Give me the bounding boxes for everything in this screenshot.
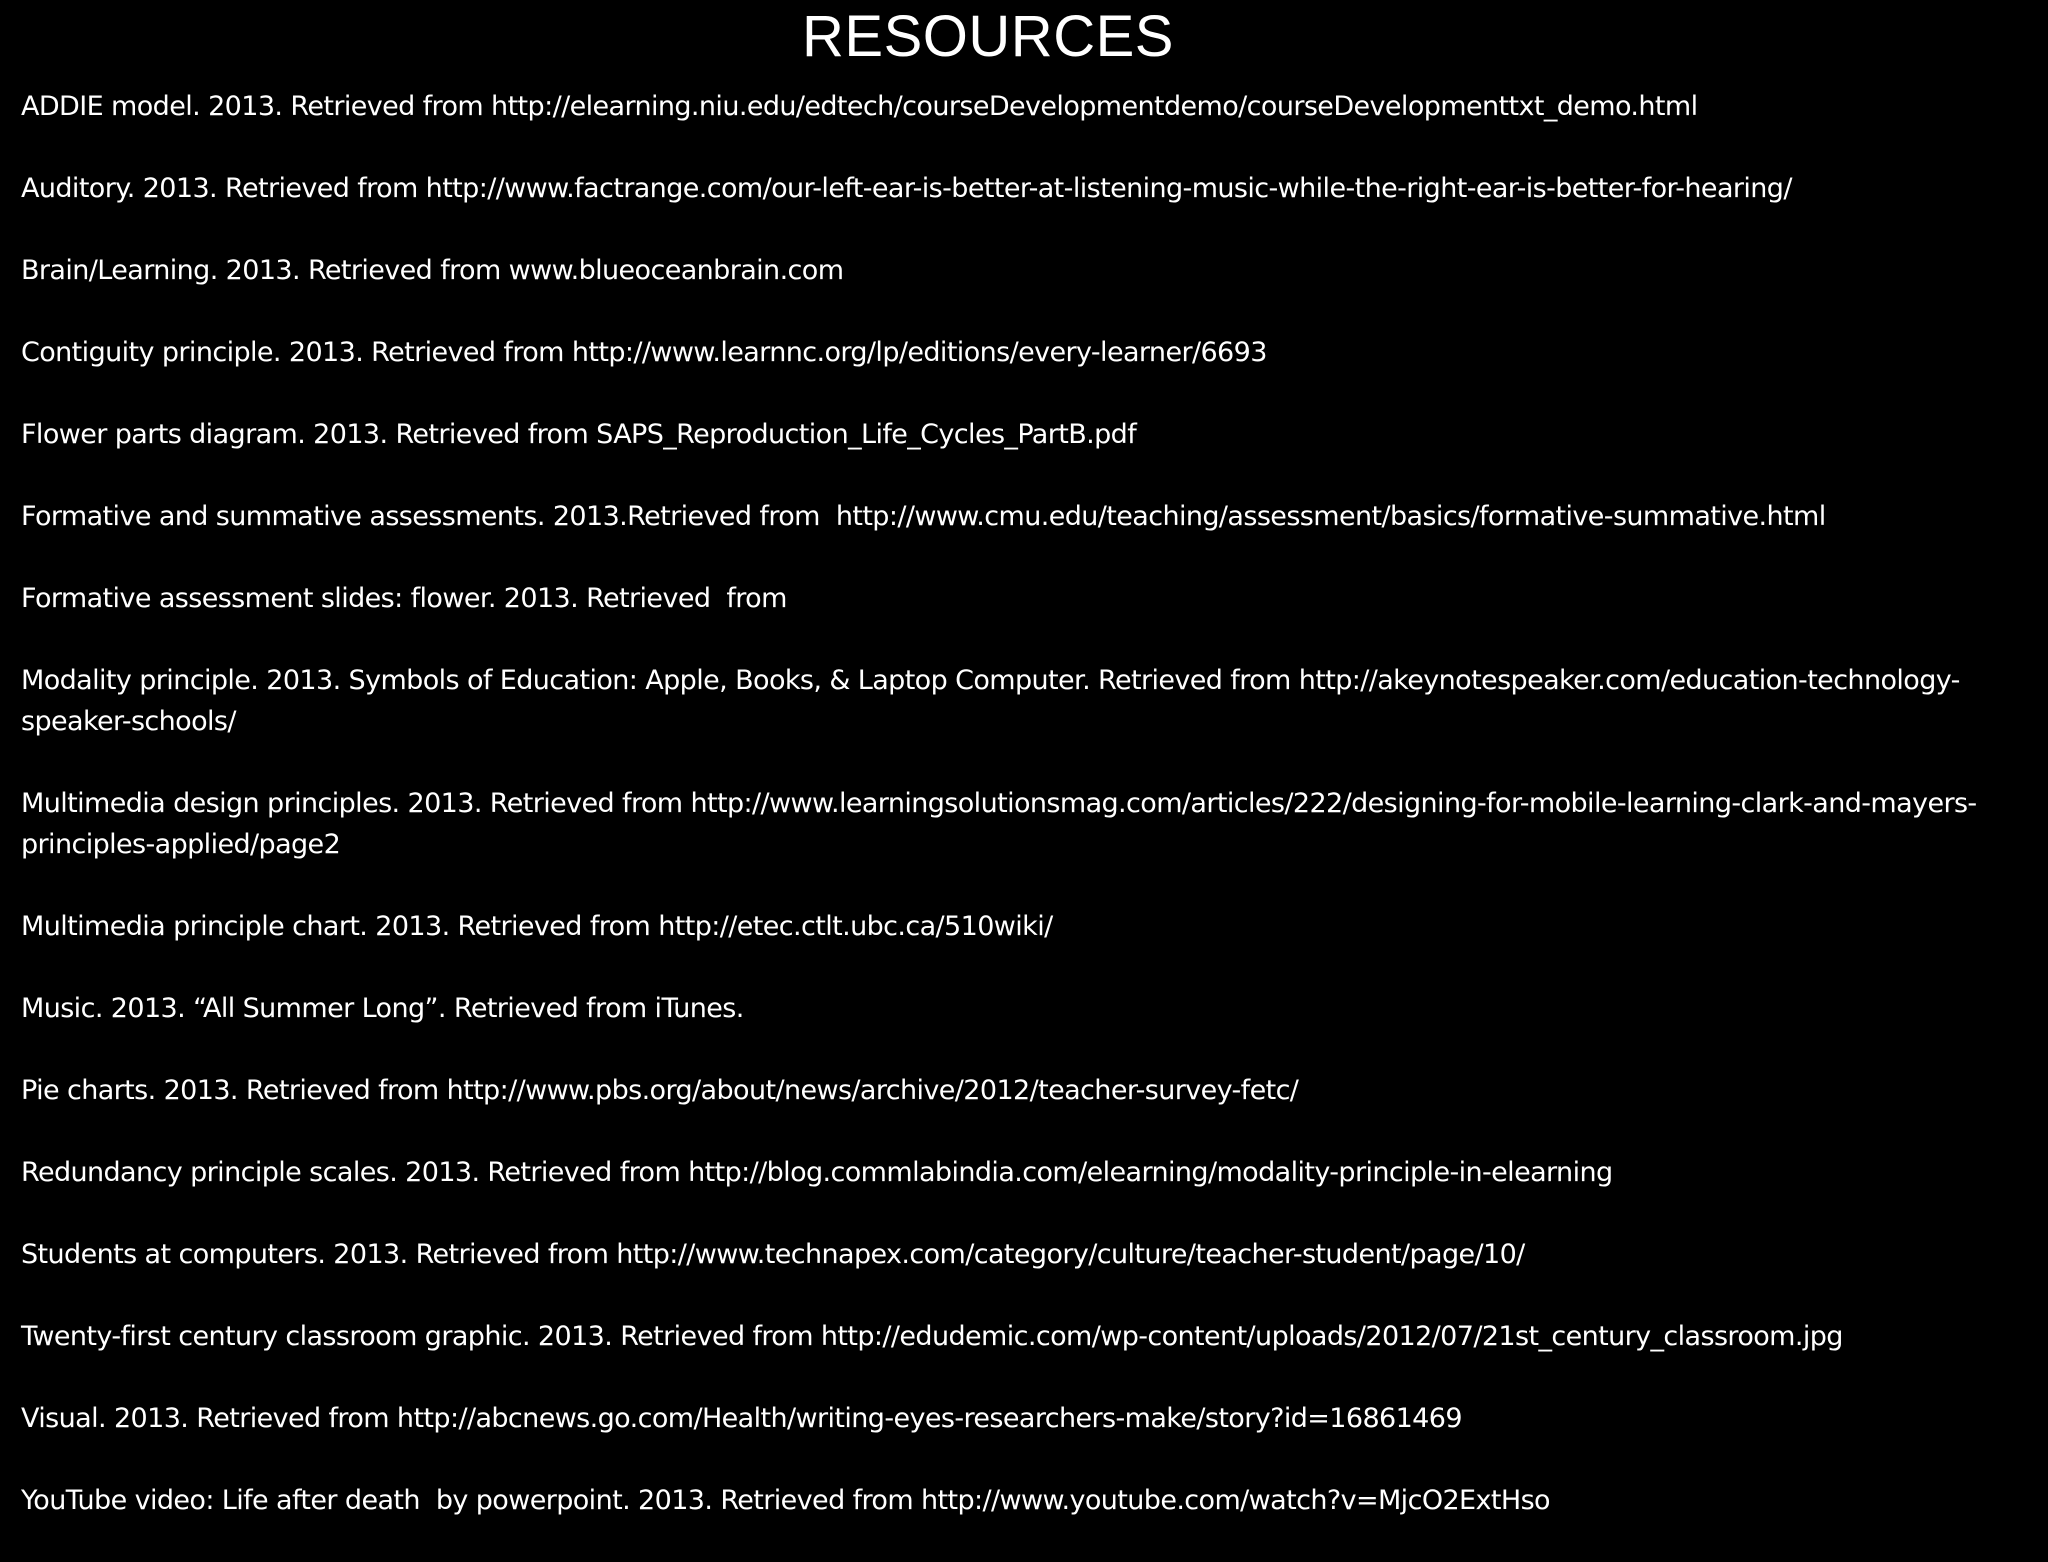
reference-item: Flower parts diagram. 2013. Retrieved from SAPS_Reproduction_Life_Cycles_PartB.pdf: [21, 419, 1137, 450]
reference-item: Multimedia design principles. 2013. Retrieved from http://www.learningsolutionsmag.com/articles/222/designing-for-mobile-learning-clark-and-mayers-principles-applied/page2: [21, 788, 1977, 860]
reference-item: Auditory. 2013. Retrieved from http://www.factrange.com/our-left-ear-is-better-at-listening-music-while-the-right-ear-is-better-for-hearing/: [21, 173, 1792, 204]
reference-item: Pie charts. 2013. Retrieved from http://www.pbs.org/about/news/archive/2012/teacher-survey-fetc/: [21, 1075, 1299, 1106]
reference-item: Formative assessment slides: flower. 2013. Retrieved from: [21, 583, 787, 614]
reference-item: Contiguity principle. 2013. Retrieved from http://www.learnnc.org/lp/editions/every-learner/6693: [21, 337, 1267, 368]
reference-item: Modality principle. 2013. Symbols of Education: Apple, Books, & Laptop Computer. Retrieved from http://akeynotespeaker.com/education-technology-speaker-schools/: [21, 665, 1960, 737]
reference-item: Multimedia principle chart. 2013. Retrieved from http://etec.ctlt.ubc.ca/510wiki/: [21, 911, 1053, 942]
slide-title: RESOURCES: [802, 4, 1174, 69]
reference-item: YouTube video: Life after death by powerpoint. 2013. Retrieved from http://www.youtube.com/watch?v=MjcO2ExtHso: [21, 1485, 1550, 1516]
reference-list: [21, 86, 2021, 1562]
reference-item: Brain/Learning. 2013. Retrieved from www.blueoceanbrain.com: [21, 255, 844, 286]
reference-item: Formative and summative assessments. 2013.Retrieved from http://www.cmu.edu/teaching/assessment/basics/formative-summative.html: [21, 501, 1826, 532]
reference-item: ADDIE model. 2013. Retrieved from http://elearning.niu.edu/edtech/courseDevelopmentdemo/courseDevelopmenttxt_demo.html: [21, 91, 1698, 122]
reference-item: Twenty-first century classroom graphic. 2013. Retrieved from http://edudemic.com/wp-content/uploads/2012/07/21st_century_classroom.jpg: [21, 1321, 1843, 1352]
reference-item: Redundancy principle scales. 2013. Retrieved from http://blog.commlabindia.com/elearning/modality-principle-in-elearning: [21, 1157, 1613, 1188]
reference-item: Students at computers. 2013. Retrieved from http://www.technapex.com/category/culture/teacher-student/page/10/: [21, 1239, 1525, 1270]
reference-item: Visual. 2013. Retrieved from http://abcnews.go.com/Health/writing-eyes-researchers-make/story?id=16861469: [21, 1403, 1462, 1434]
reference-item: Music. 2013. “All Summer Long”. Retrieved from iTunes.: [21, 993, 744, 1024]
